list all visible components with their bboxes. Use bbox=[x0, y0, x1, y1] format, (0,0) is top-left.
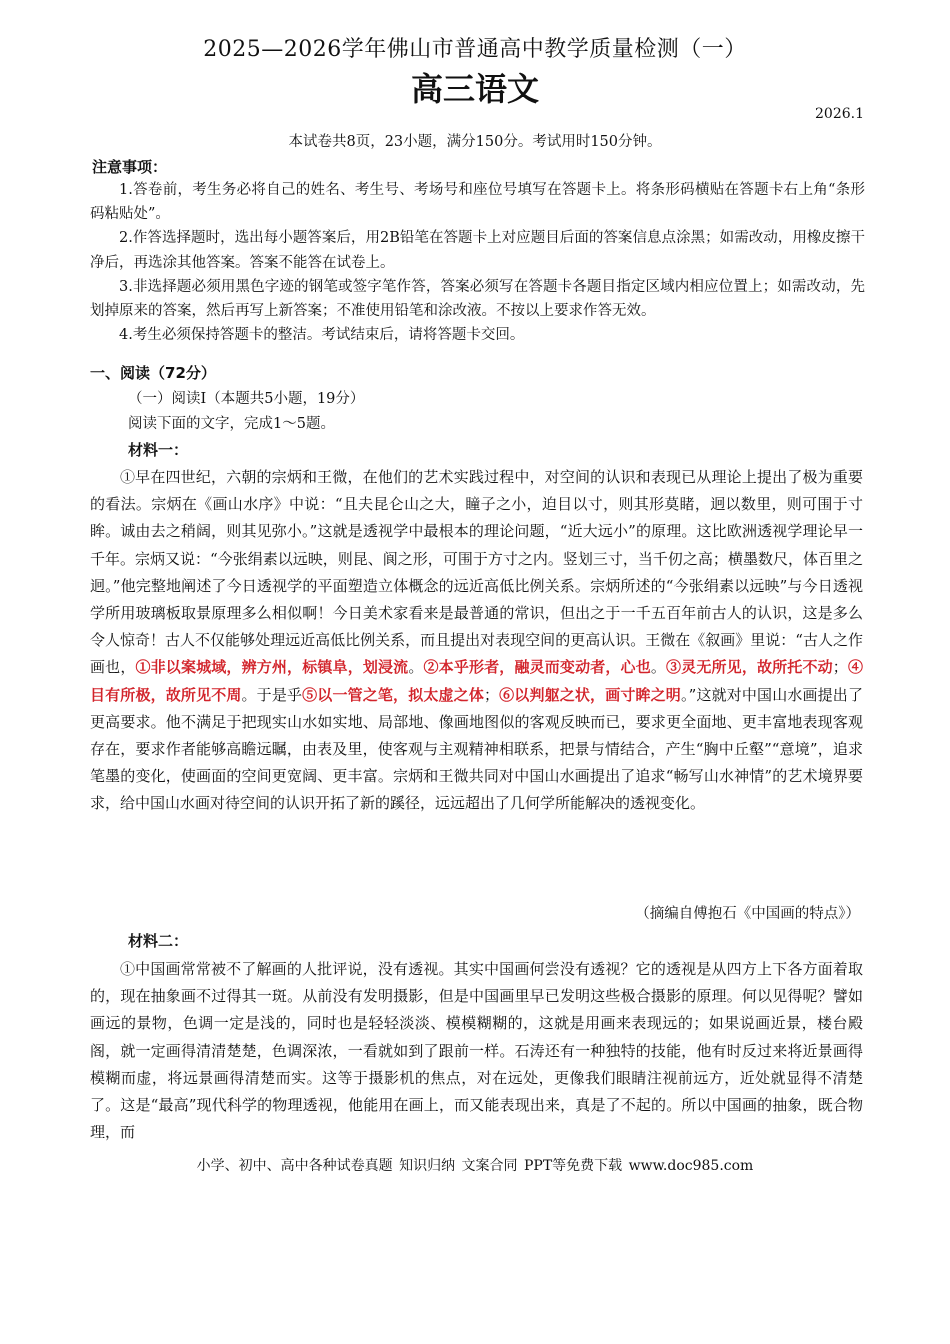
material-1-text-continued: 。”这就对中国山水画提出了更高要求。他不满足于把现实山水如实地、局部地、像画地图似的客观反映而已，要求更全面地、更丰富地表现客观存在，要求作者能够高瞻远瞩，由表及里，使客观与主观精神相联系，把景与情结合，产生“胸中丘壑”“意境”，追求笔墨的变化，使画面的空间更宽阔、更丰富。宗炳和王微共同对中国山水画提出了追求“畅写山水神情”的艺术境界要求，给中国山水画对待空间的认识开拓了新的蹊径，远远超出了几何学所能解决的透视变化。 bbox=[90, 685, 863, 813]
exam-title: 2025—2026学年佛山市普通高中教学质量检测（一） bbox=[203, 37, 747, 62]
material-1-heading: 材料一： bbox=[128, 441, 189, 459]
punctuation: 。 bbox=[650, 658, 667, 677]
page-footer: 小学、初中、高中各种试卷真题 知识归纳 文案合同 PPT等免费下载 www.doc985.com bbox=[196, 1158, 754, 1174]
punctuation: ； bbox=[483, 685, 499, 704]
notice-item: 4.考生必须保持答题卡的整洁。考试结束后，请将答题卡交回。 bbox=[119, 327, 525, 344]
highlighted-quote: ②本乎形者，融灵而变动者，心也 bbox=[423, 658, 651, 677]
notice-item: 1.答卷前，考生务必将自己的姓名、考生号、考场号和座位号填写在答题卡上。将条形码横贴在答题卡右上角“条形码粘贴处”。 bbox=[90, 182, 865, 223]
material-2-paragraph: ①中国画常常被不了解画的人批评说，没有透视。其实中国画何尝没有透视？它的透视是从四方上下各方面着取的，现在抽象画不过得其一斑。从前没有发明摄影，但是中国画里早已发明这些极合摄影的原理。何以见得呢？譬如画远的景物，色调一定是浅的，同时也是轻轻淡淡、模模糊糊的，这就是用画来表现远的；如果说画近景，楼台殿阁，就一定画得清清楚楚，色调深浓，一看就如到了跟前一样。石涛还有一种独特的技能，他有时反过来将近景画得模糊而虚，将远景画得清楚而实。这等于摄影机的焦点，对在远处，更像我们眼睛注视前远方，近处就显得不清楚了。这是“最高”现代科学的物理透视，他能用在画上，而又能表现出来，真是了不起的。所以中国画的抽象，既合物理，而 bbox=[90, 960, 863, 1142]
highlighted-quote: ③灵无所见，故所托不动 bbox=[666, 658, 833, 677]
connective-text: 。于是乎 bbox=[241, 685, 303, 704]
notice-item: 2.作答选择题时，选出每小题答案后，用2B铅笔在答题卡上对应题目后面的答案信息点涂黑；如需改动，用橡皮擦干净后，再选涂其他答案。答案不能答在试卷上。 bbox=[90, 230, 865, 271]
punctuation: ； bbox=[832, 658, 848, 677]
exam-info: 本试卷共8页，23小题，满分150分。考试用时150分钟。 bbox=[288, 134, 662, 150]
section-heading: 一、阅读（72分） bbox=[90, 364, 216, 382]
notice-item: 3.非选择题必须用黑色字迹的钢笔或签字笔作答，答案必须写在答题卡各题目指定区域内相应位置上；如需改动，先划掉原来的答案，然后再写上新答案；不准使用铅笔和涂改液。不按以上要求作答无效。 bbox=[90, 278, 865, 320]
notice-list bbox=[90, 178, 865, 347]
highlighted-quote: ④目有所极，故所见不周 bbox=[90, 658, 863, 704]
subject-title: 高三语文 bbox=[410, 70, 539, 108]
reading-instruction: 阅读下面的文字，完成1～5题。 bbox=[128, 416, 335, 432]
punctuation: 。 bbox=[408, 658, 424, 677]
highlighted-quote: ⑥以判躯之状，画寸眸之明 bbox=[498, 685, 681, 704]
notice-heading: 注意事项： bbox=[92, 158, 168, 176]
highlighted-quote: ①非以案城域，辨方州，标镇阜，划浸流 bbox=[135, 658, 409, 677]
material-2-heading: 材料二： bbox=[128, 932, 189, 950]
material-1-source: （摘编自傅抱石《中国画的特点》） bbox=[635, 906, 860, 922]
part-heading: （一）阅读Ⅰ（本题共5小题，19分） bbox=[128, 391, 365, 407]
material-1-paragraph bbox=[90, 464, 863, 818]
exam-date: 2026.1 bbox=[815, 106, 864, 122]
highlighted-quote: ⑤以一管之笔，拟太虚之体 bbox=[302, 685, 484, 704]
material-1-text: ①早在四世纪，六朝的宗炳和王微，在他们的艺术实践过程中，对空间的认识和表现已从理论上提出了极为重要的看法。宗炳在《画山水序》中说：“且夫昆仑山之大，瞳子之小，迫目以寸，则其形莫睹，迥以数里，则可围于寸眸。诚由去之稍阔，则其见弥小。”这就是透视学中最根本的理论问题，“近大远小”的原理。这比欧洲透视学理论早一千年。宗炳又说：“今张绢素以远映，则昆、阆之形，可围于方寸之内。竖划三寸，当千仞之高；横墨数尺，体百里之迥。”他完整地阐述了今日透视学的平面塑造立体概念的远近高低比例关系。宗炳所述的“今张绢素以远映”与今日透视学所用玻璃板取景原理多么相似啊！今日美术家看来是最普通的常识，但出之于一千五百年前古人的认识，这是多么令人惊奇！古人不仅能够处理远近高低比例关系，而且提出对表现空间的更高认识。王微在《叙画》里说：“古人之作画也， bbox=[90, 468, 863, 677]
